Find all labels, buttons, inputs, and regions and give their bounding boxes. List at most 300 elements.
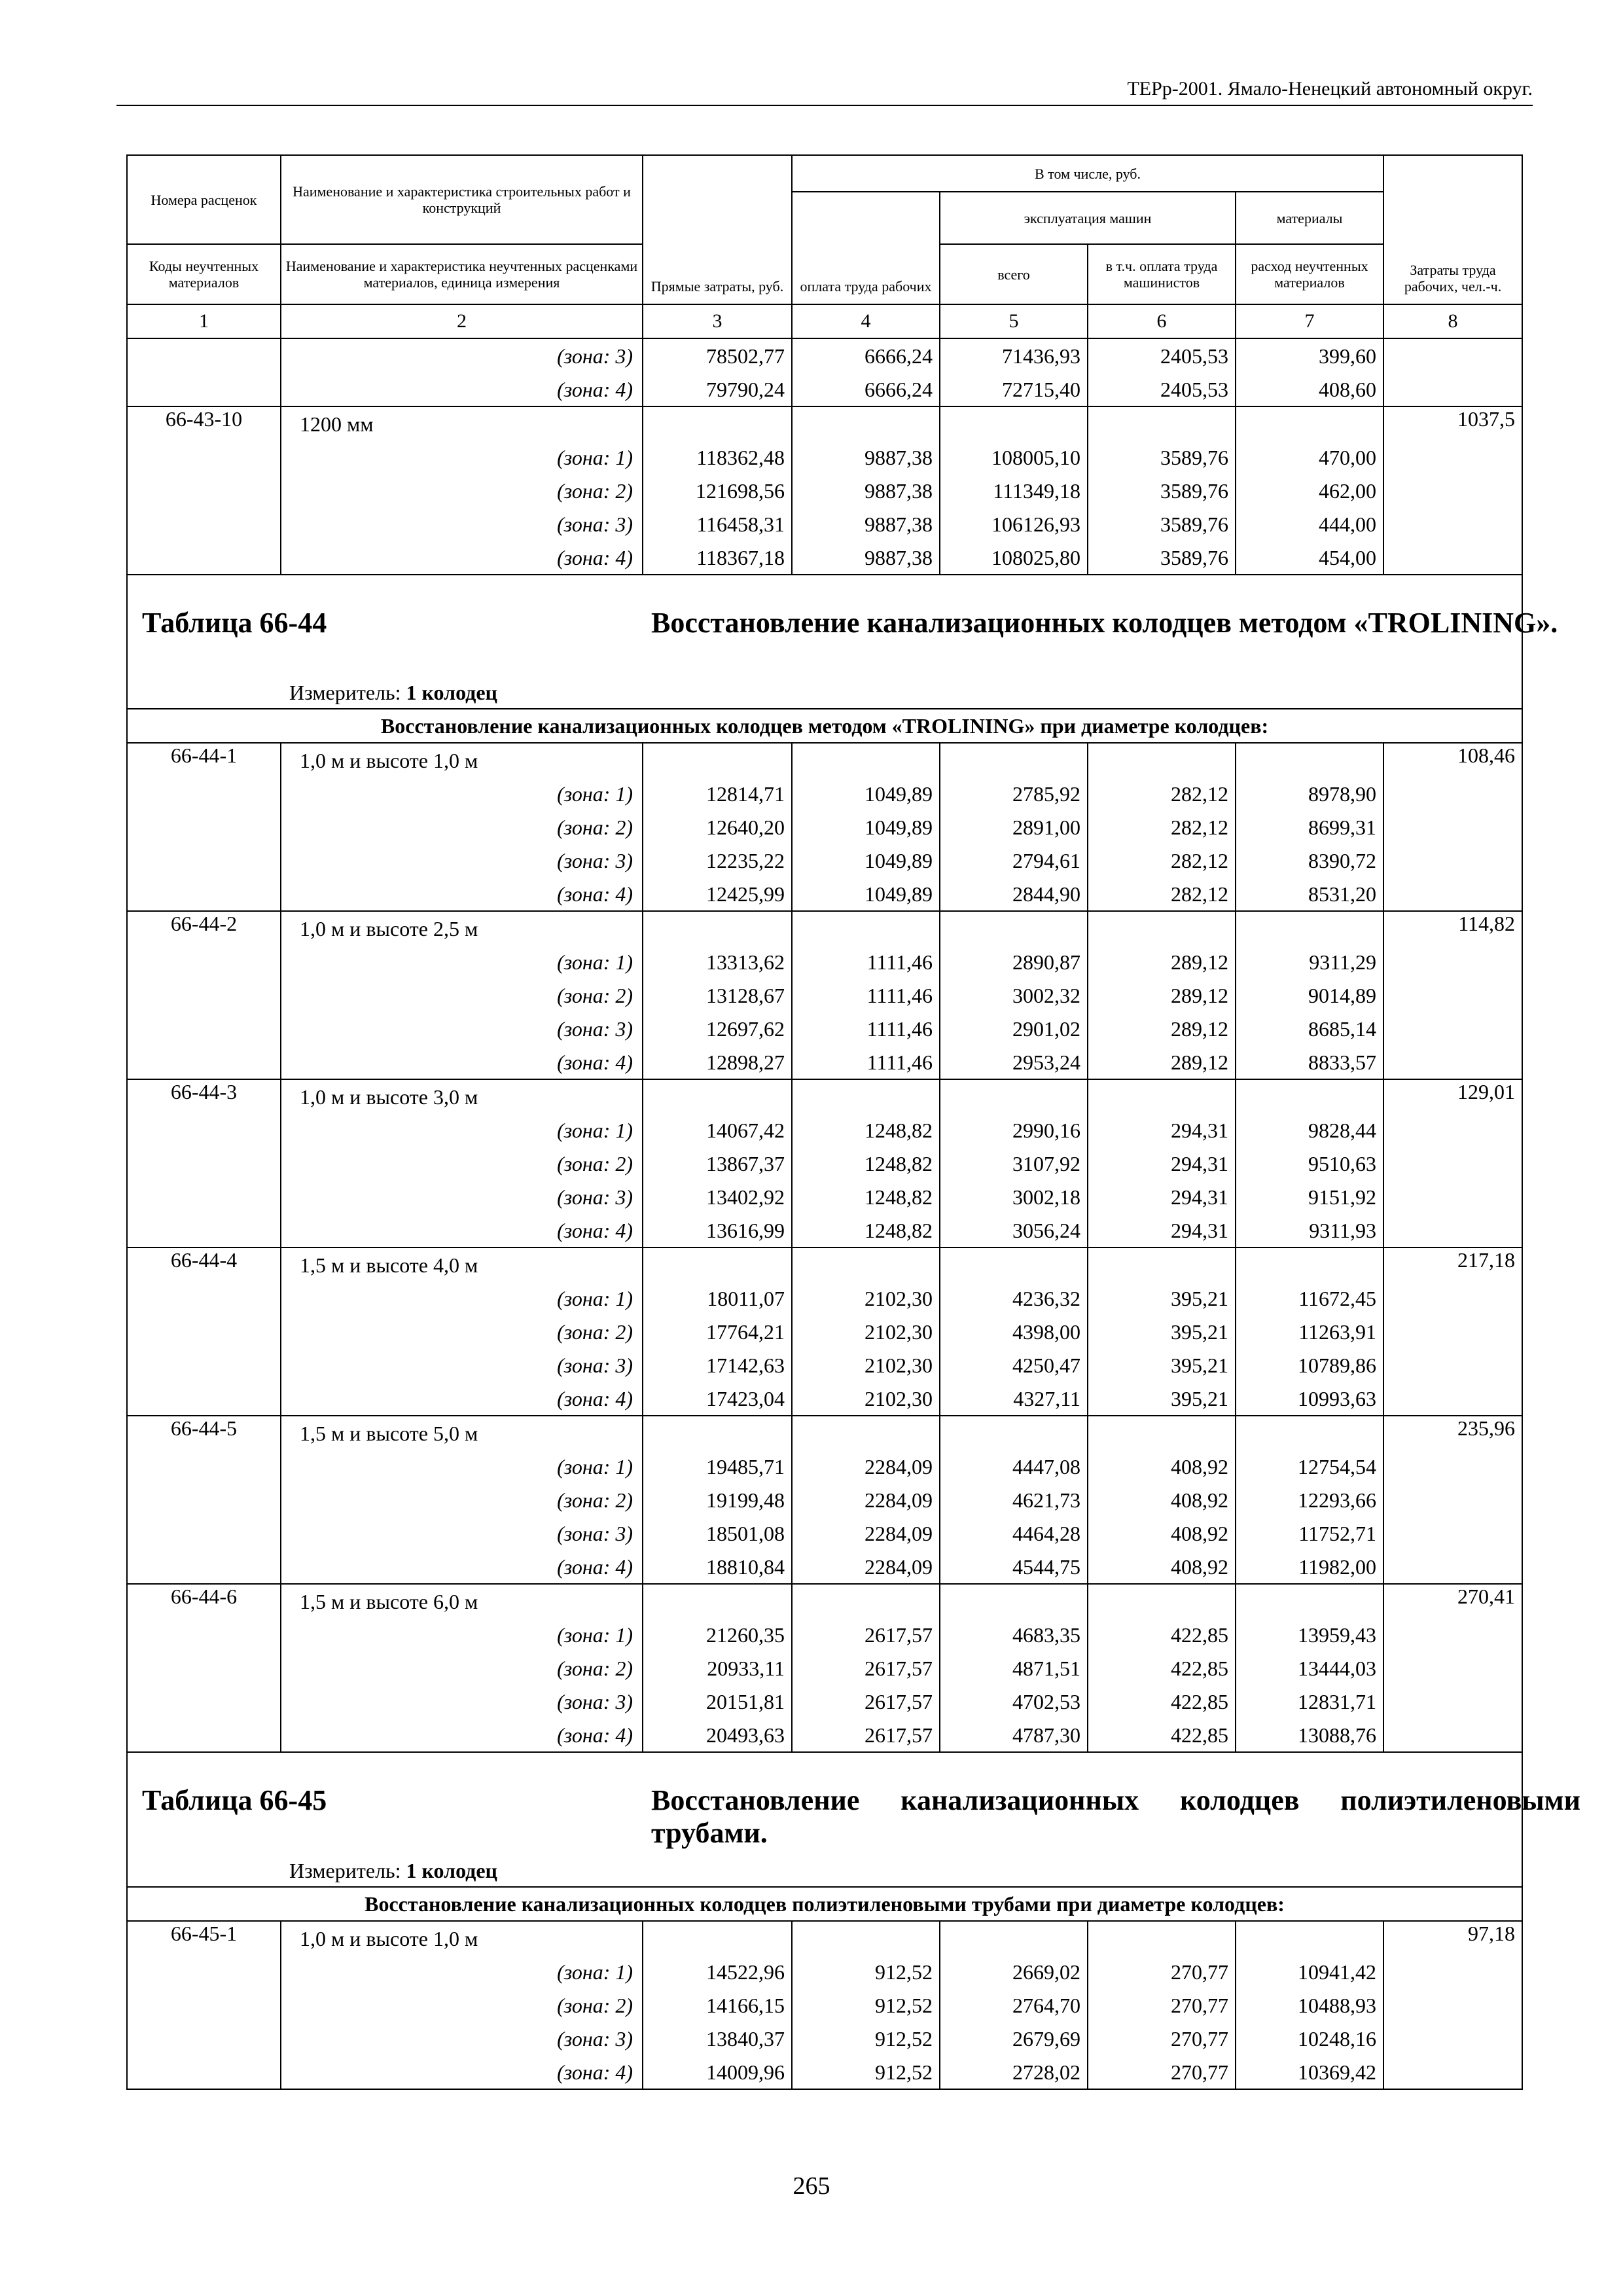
labor-cost-value: 1037,5 xyxy=(1383,406,1522,440)
empty-value-cell xyxy=(940,406,1088,440)
labor-cost-cell xyxy=(1383,1315,1522,1348)
zone-label: (зона: 3) xyxy=(281,507,643,541)
materials-value: 444,00 xyxy=(1236,507,1383,541)
materials-value: 13959,43 xyxy=(1236,1618,1383,1651)
empty-value-cell xyxy=(1236,911,1383,945)
rate-code-cell xyxy=(127,1213,281,1247)
rate-code: 66-43-10 xyxy=(127,406,281,440)
machines-total-value: 2785,92 xyxy=(940,777,1088,810)
zone-label: (зона: 4) xyxy=(281,1213,643,1247)
empty-value-cell xyxy=(1088,911,1236,945)
labor-cost-cell xyxy=(1383,1516,1522,1550)
zone-row xyxy=(127,1718,1522,1752)
labor-cost-cell xyxy=(1383,1113,1522,1147)
zone-label: (зона: 4) xyxy=(281,372,643,406)
column-number: 3 xyxy=(643,304,792,338)
direct-costs-value: 78502,77 xyxy=(643,338,792,372)
materials-value: 9510,63 xyxy=(1236,1147,1383,1180)
materials-value: 13088,76 xyxy=(1236,1718,1383,1752)
zone-label: (зона: 3) xyxy=(281,2022,643,2055)
wages-value: 2284,09 xyxy=(792,1450,940,1483)
machines-total-value: 3002,18 xyxy=(940,1180,1088,1213)
empty-value-cell xyxy=(1088,1416,1236,1450)
zone-row xyxy=(127,1012,1522,1045)
operators-wages-value: 294,31 xyxy=(1088,1180,1236,1213)
zone-row xyxy=(127,372,1522,406)
materials-value: 9151,92 xyxy=(1236,1180,1383,1213)
wages-value: 6666,24 xyxy=(792,372,940,406)
zone-label: (зона: 1) xyxy=(281,1450,643,1483)
materials-value: 8685,14 xyxy=(1236,1012,1383,1045)
rate-code-cell xyxy=(127,338,281,372)
machines-total-value: 2669,02 xyxy=(940,1955,1088,1988)
materials-value: 9828,44 xyxy=(1236,1113,1383,1147)
zone-label: (зона: 1) xyxy=(281,440,643,474)
zone-row xyxy=(127,877,1522,911)
measure-value: 1 колодец xyxy=(406,1859,497,1882)
rate-row xyxy=(127,1416,1522,1450)
operators-wages-value: 422,85 xyxy=(1088,1685,1236,1718)
direct-costs-value: 79790,24 xyxy=(643,372,792,406)
empty-value-cell xyxy=(940,1584,1088,1618)
wages-header: оплата труда рабочих xyxy=(792,192,940,304)
zone-row xyxy=(127,1651,1522,1685)
zone-row xyxy=(127,1450,1522,1483)
operators-wages-value: 289,12 xyxy=(1088,945,1236,978)
empty-value-cell xyxy=(643,911,792,945)
direct-costs-value: 19199,48 xyxy=(643,1483,792,1516)
table-title: Восстановление канализационных колодцев полиэтиленовыми трубами. xyxy=(651,1784,1580,1849)
direct-costs-value: 13616,99 xyxy=(643,1213,792,1247)
direct-costs-value: 17423,04 xyxy=(643,1382,792,1416)
operators-wages-value: 289,12 xyxy=(1088,978,1236,1012)
machines-total-value: 4544,75 xyxy=(940,1550,1088,1584)
wages-value: 912,52 xyxy=(792,1988,940,2022)
rate-code-cell xyxy=(127,1012,281,1045)
wages-value: 9887,38 xyxy=(792,507,940,541)
machines-total-value: 106126,93 xyxy=(940,507,1088,541)
zone-label: (зона: 3) xyxy=(281,1180,643,1213)
direct-costs-value: 12814,71 xyxy=(643,777,792,810)
operators-wages-value: 422,85 xyxy=(1088,1618,1236,1651)
table-heading xyxy=(128,575,1558,708)
operators-wages-value: 282,12 xyxy=(1088,877,1236,911)
running-title: ТЕРр-2001. Ямало-Ненецкий автономный округ. xyxy=(1127,78,1533,99)
wages-value: 1049,89 xyxy=(792,810,940,844)
zone-row xyxy=(127,945,1522,978)
zone-row xyxy=(127,1180,1522,1213)
machines-total-value: 2794,61 xyxy=(940,844,1088,877)
operators-wages-value: 289,12 xyxy=(1088,1012,1236,1045)
measure-unit xyxy=(289,1859,497,1882)
empty-value-cell xyxy=(792,1079,940,1113)
operators-wages-value: 2405,53 xyxy=(1088,372,1236,406)
column-number: 8 xyxy=(1383,304,1522,338)
work-name: 1,0 м и высоте 1,0 м xyxy=(281,1921,643,1955)
zone-label: (зона: 2) xyxy=(281,1147,643,1180)
labor-cost-cell xyxy=(1383,1282,1522,1315)
operators-wages-value: 294,31 xyxy=(1088,1113,1236,1147)
rate-code-cell xyxy=(127,2022,281,2055)
table-heading xyxy=(128,1753,1580,1886)
direct-costs-value: 20493,63 xyxy=(643,1718,792,1752)
machines-total-value: 2901,02 xyxy=(940,1012,1088,1045)
rate-row xyxy=(127,743,1522,777)
labor-cost-cell xyxy=(1383,541,1522,575)
materials-value: 8978,90 xyxy=(1236,777,1383,810)
direct-costs-value: 13840,37 xyxy=(643,2022,792,2055)
machines-total-value: 2953,24 xyxy=(940,1045,1088,1079)
zone-label: (зона: 4) xyxy=(281,1550,643,1584)
materials-value: 462,00 xyxy=(1236,474,1383,507)
wages-value: 1049,89 xyxy=(792,844,940,877)
labor-cost-value: 108,46 xyxy=(1383,743,1522,777)
machines-total-value: 3107,92 xyxy=(940,1147,1088,1180)
machines-total-value: 4236,32 xyxy=(940,1282,1088,1315)
labor-cost-cell xyxy=(1383,945,1522,978)
rate-code-cell xyxy=(127,1147,281,1180)
zone-row xyxy=(127,1382,1522,1416)
operators-wages-value: 408,92 xyxy=(1088,1550,1236,1584)
materials-value: 10248,16 xyxy=(1236,2022,1383,2055)
materials-value: 10993,63 xyxy=(1236,1382,1383,1416)
table-heading-cell xyxy=(127,575,1558,709)
zone-label: (зона: 4) xyxy=(281,2055,643,2089)
wages-value: 1049,89 xyxy=(792,877,940,911)
wages-value: 2617,57 xyxy=(792,1685,940,1718)
operators-wages-value: 282,12 xyxy=(1088,810,1236,844)
zone-row xyxy=(127,1483,1522,1516)
direct-costs-value: 20151,81 xyxy=(643,1685,792,1718)
wages-value: 2102,30 xyxy=(792,1348,940,1382)
machines-total-value: 2890,87 xyxy=(940,945,1088,978)
rate-row xyxy=(127,1584,1522,1618)
col2-bottom-header: Наименование и характеристика неучтенных расценками материалов, единица измерения xyxy=(281,244,643,304)
rate-code-cell xyxy=(127,2055,281,2089)
operators-wages-value: 294,31 xyxy=(1088,1213,1236,1247)
labor-cost-cell xyxy=(1383,1382,1522,1416)
machines-total-value: 2728,02 xyxy=(940,2055,1088,2089)
rate-code-cell xyxy=(127,1550,281,1584)
machines-total-value: 2844,90 xyxy=(940,877,1088,911)
operators-wages-value: 3589,76 xyxy=(1088,541,1236,575)
rate-code-cell xyxy=(127,474,281,507)
zone-row xyxy=(127,507,1522,541)
machines-total-value: 4327,11 xyxy=(940,1382,1088,1416)
operators-wages-header: в т.ч. оплата труда машинистов xyxy=(1088,244,1236,304)
zone-label: (зона: 1) xyxy=(281,1113,643,1147)
materials-value: 11752,71 xyxy=(1236,1516,1383,1550)
column-number: 7 xyxy=(1236,304,1383,338)
operators-wages-value: 422,85 xyxy=(1088,1651,1236,1685)
empty-value-cell xyxy=(1236,1079,1383,1113)
machines-total-value: 4702,53 xyxy=(940,1685,1088,1718)
rate-code-cell xyxy=(127,844,281,877)
table-number: Таблица 66-44 xyxy=(142,607,327,639)
zone-row xyxy=(127,1113,1522,1147)
materials-value: 408,60 xyxy=(1236,372,1383,406)
labor-cost-value: 97,18 xyxy=(1383,1921,1522,1955)
empty-value-cell xyxy=(1088,1079,1236,1113)
rate-code-cell xyxy=(127,945,281,978)
wages-value: 1248,82 xyxy=(792,1213,940,1247)
operators-wages-value: 422,85 xyxy=(1088,1718,1236,1752)
wages-value: 1111,46 xyxy=(792,1045,940,1079)
empty-value-cell xyxy=(792,1921,940,1955)
machines-total-value: 4621,73 xyxy=(940,1483,1088,1516)
direct-costs-value: 20933,11 xyxy=(643,1651,792,1685)
work-name: 1200 мм xyxy=(281,406,643,440)
machines-total-value: 71436,93 xyxy=(940,338,1088,372)
labor-cost-value: 235,96 xyxy=(1383,1416,1522,1450)
machines-total-value: 2891,00 xyxy=(940,810,1088,844)
zone-row xyxy=(127,777,1522,810)
operators-wages-value: 270,77 xyxy=(1088,1955,1236,1988)
labor-cost-cell xyxy=(1383,877,1522,911)
zone-row xyxy=(127,1348,1522,1382)
zone-row xyxy=(127,440,1522,474)
direct-costs-value: 13313,62 xyxy=(643,945,792,978)
materials-value: 11263,91 xyxy=(1236,1315,1383,1348)
wages-value: 1248,82 xyxy=(792,1180,940,1213)
labor-costs-header: Затраты труда рабочих, чел.-ч. xyxy=(1383,155,1522,304)
column-number: 4 xyxy=(792,304,940,338)
labor-cost-value: 217,18 xyxy=(1383,1247,1522,1282)
empty-value-cell xyxy=(940,1247,1088,1282)
rate-code: 66-44-5 xyxy=(127,1416,281,1450)
direct-costs-value: 14009,96 xyxy=(643,2055,792,2089)
materials-value: 9311,93 xyxy=(1236,1213,1383,1247)
direct-costs-value: 12640,20 xyxy=(643,810,792,844)
materials-header: материалы xyxy=(1236,192,1383,244)
empty-value-cell xyxy=(1236,1416,1383,1450)
empty-value-cell xyxy=(1088,743,1236,777)
labor-cost-cell xyxy=(1383,1147,1522,1180)
rate-row xyxy=(127,911,1522,945)
zone-row xyxy=(127,541,1522,575)
machines-total-value: 4447,08 xyxy=(940,1450,1088,1483)
machines-total-value: 4871,51 xyxy=(940,1651,1088,1685)
wages-value: 2284,09 xyxy=(792,1550,940,1584)
operators-wages-value: 3589,76 xyxy=(1088,507,1236,541)
labor-cost-cell xyxy=(1383,810,1522,844)
direct-costs-value: 118367,18 xyxy=(643,541,792,575)
direct-costs-value: 12697,62 xyxy=(643,1012,792,1045)
direct-costs-value: 19485,71 xyxy=(643,1450,792,1483)
machines-total-value: 2990,16 xyxy=(940,1113,1088,1147)
materials-value: 12831,71 xyxy=(1236,1685,1383,1718)
zone-label: (зона: 4) xyxy=(281,1718,643,1752)
direct-costs-value: 12898,27 xyxy=(643,1045,792,1079)
section-subheader: Восстановление канализационных колодцев методом «TROLINING» при диаметре колодцев: xyxy=(127,709,1522,743)
rate-code-cell xyxy=(127,1483,281,1516)
labor-cost-cell xyxy=(1383,1955,1522,1988)
rate-code-cell xyxy=(127,810,281,844)
operators-wages-value: 3589,76 xyxy=(1088,474,1236,507)
machines-total-value: 3056,24 xyxy=(940,1213,1088,1247)
price-table xyxy=(126,154,1580,2090)
operators-wages-value: 270,77 xyxy=(1088,2055,1236,2089)
direct-costs-value: 14522,96 xyxy=(643,1955,792,1988)
zone-label: (зона: 4) xyxy=(281,1045,643,1079)
zone-row xyxy=(127,1618,1522,1651)
zone-row xyxy=(127,1213,1522,1247)
direct-costs-value: 121698,56 xyxy=(643,474,792,507)
including-header: В том числе, руб. xyxy=(792,155,1383,192)
direct-costs-value: 18810,84 xyxy=(643,1550,792,1584)
wages-value: 2102,30 xyxy=(792,1315,940,1348)
zone-label: (зона: 3) xyxy=(281,1012,643,1045)
machines-total-value: 2679,69 xyxy=(940,2022,1088,2055)
machines-total-value: 72715,40 xyxy=(940,372,1088,406)
machines-total-value: 4398,00 xyxy=(940,1315,1088,1348)
header-rule xyxy=(116,105,1533,106)
empty-value-cell xyxy=(940,911,1088,945)
work-name: 1,0 м и высоте 1,0 м xyxy=(281,743,643,777)
machines-total-value: 4787,30 xyxy=(940,1718,1088,1752)
operators-wages-value: 395,21 xyxy=(1088,1382,1236,1416)
labor-cost-cell xyxy=(1383,1618,1522,1651)
empty-value-cell xyxy=(1236,1584,1383,1618)
rate-code-cell xyxy=(127,1450,281,1483)
section-subheader: Восстановление канализационных колодцев полиэтиленовыми трубами при диаметре колодцев: xyxy=(127,1887,1522,1921)
zone-label: (зона: 3) xyxy=(281,1516,643,1550)
wages-value: 912,52 xyxy=(792,2055,940,2089)
machines-total-value: 108025,80 xyxy=(940,541,1088,575)
direct-costs-value: 18011,07 xyxy=(643,1282,792,1315)
labor-cost-cell xyxy=(1383,1180,1522,1213)
machines-total-value: 4464,28 xyxy=(940,1516,1088,1550)
materials-value: 12754,54 xyxy=(1236,1450,1383,1483)
table-title: Восстановление канализационных колодцев методом «TROLINING». xyxy=(651,607,1558,639)
materials-value: 8833,57 xyxy=(1236,1045,1383,1079)
labor-cost-value: 270,41 xyxy=(1383,1584,1522,1618)
labor-cost-cell xyxy=(1383,777,1522,810)
rate-code-cell xyxy=(127,1382,281,1416)
rate-code-cell xyxy=(127,1685,281,1718)
empty-value-cell xyxy=(1088,1921,1236,1955)
materials-value: 12293,66 xyxy=(1236,1483,1383,1516)
rate-code-cell xyxy=(127,541,281,575)
machines-total-value: 2764,70 xyxy=(940,1988,1088,2022)
operators-wages-value: 294,31 xyxy=(1088,1147,1236,1180)
empty-value-cell xyxy=(1088,1584,1236,1618)
materials-value: 10369,42 xyxy=(1236,2055,1383,2089)
empty-value-cell xyxy=(792,1247,940,1282)
empty-value-cell xyxy=(643,1247,792,1282)
labor-cost-cell xyxy=(1383,507,1522,541)
zone-row xyxy=(127,844,1522,877)
operators-wages-value: 395,21 xyxy=(1088,1315,1236,1348)
operators-wages-value: 408,92 xyxy=(1088,1483,1236,1516)
operators-wages-value: 395,21 xyxy=(1088,1282,1236,1315)
operators-wages-value: 270,77 xyxy=(1088,1988,1236,2022)
operators-wages-value: 408,92 xyxy=(1088,1450,1236,1483)
labor-cost-cell xyxy=(1383,1450,1522,1483)
work-name: 1,0 м и высоте 2,5 м xyxy=(281,911,643,945)
wages-value: 2617,57 xyxy=(792,1651,940,1685)
zone-label: (зона: 2) xyxy=(281,978,643,1012)
column-numbers-row xyxy=(127,304,1522,338)
zone-row xyxy=(127,1282,1522,1315)
zone-row xyxy=(127,2055,1522,2089)
empty-value-cell xyxy=(643,1079,792,1113)
labor-cost-cell xyxy=(1383,844,1522,877)
col1-top-header: Номера расценок xyxy=(127,155,281,244)
direct-costs-value: 14067,42 xyxy=(643,1113,792,1147)
page-number: 265 xyxy=(793,2172,830,2200)
materials-value: 9014,89 xyxy=(1236,978,1383,1012)
empty-value-cell xyxy=(1236,406,1383,440)
materials-value: 10941,42 xyxy=(1236,1955,1383,1988)
labor-cost-cell xyxy=(1383,1651,1522,1685)
empty-value-cell xyxy=(1088,1247,1236,1282)
direct-costs-value: 14166,15 xyxy=(643,1988,792,2022)
wages-value: 1111,46 xyxy=(792,978,940,1012)
materials-value: 11982,00 xyxy=(1236,1550,1383,1584)
zone-label: (зона: 2) xyxy=(281,810,643,844)
labor-cost-cell xyxy=(1383,474,1522,507)
zone-row xyxy=(127,1315,1522,1348)
labor-cost-cell xyxy=(1383,978,1522,1012)
labor-cost-cell xyxy=(1383,1012,1522,1045)
empty-value-cell xyxy=(940,1416,1088,1450)
zone-row xyxy=(127,1685,1522,1718)
zone-row xyxy=(127,474,1522,507)
zone-label: (зона: 1) xyxy=(281,1618,643,1651)
rate-code-cell xyxy=(127,1180,281,1213)
section-subheader-row xyxy=(127,1887,1522,1921)
column-number: 6 xyxy=(1088,304,1236,338)
zone-row xyxy=(127,2022,1522,2055)
wages-value: 2102,30 xyxy=(792,1282,940,1315)
labor-cost-cell xyxy=(1383,1045,1522,1079)
zone-row xyxy=(127,1516,1522,1550)
rate-code-cell xyxy=(127,1651,281,1685)
empty-value-cell xyxy=(643,406,792,440)
table-number: Таблица 66-45 xyxy=(142,1784,327,1816)
zone-row xyxy=(127,1147,1522,1180)
empty-value-cell xyxy=(1236,743,1383,777)
machines-total-value: 108005,10 xyxy=(940,440,1088,474)
materials-value: 13444,03 xyxy=(1236,1651,1383,1685)
direct-costs-value: 18501,08 xyxy=(643,1516,792,1550)
zone-row xyxy=(127,810,1522,844)
empty-value-cell xyxy=(643,1584,792,1618)
materials-value: 11672,45 xyxy=(1236,1282,1383,1315)
wages-value: 2617,57 xyxy=(792,1718,940,1752)
materials-value: 470,00 xyxy=(1236,440,1383,474)
empty-value-cell xyxy=(643,743,792,777)
zone-row xyxy=(127,978,1522,1012)
wages-value: 1111,46 xyxy=(792,945,940,978)
direct-costs-value: 17142,63 xyxy=(643,1348,792,1382)
empty-value-cell xyxy=(643,1416,792,1450)
rate-code-cell xyxy=(127,440,281,474)
direct-costs-value: 17764,21 xyxy=(643,1315,792,1348)
zone-label: (зона: 2) xyxy=(281,1483,643,1516)
rate-code-cell xyxy=(127,877,281,911)
zone-label: (зона: 1) xyxy=(281,1282,643,1315)
table-heading-row xyxy=(127,575,1522,709)
zone-label: (зона: 2) xyxy=(281,474,643,507)
labor-cost-cell xyxy=(1383,1483,1522,1516)
direct-costs-value: 116458,31 xyxy=(643,507,792,541)
machines-total-value: 4250,47 xyxy=(940,1348,1088,1382)
wages-value: 2102,30 xyxy=(792,1382,940,1416)
rate-code-cell xyxy=(127,1718,281,1752)
operators-wages-value: 2405,53 xyxy=(1088,338,1236,372)
